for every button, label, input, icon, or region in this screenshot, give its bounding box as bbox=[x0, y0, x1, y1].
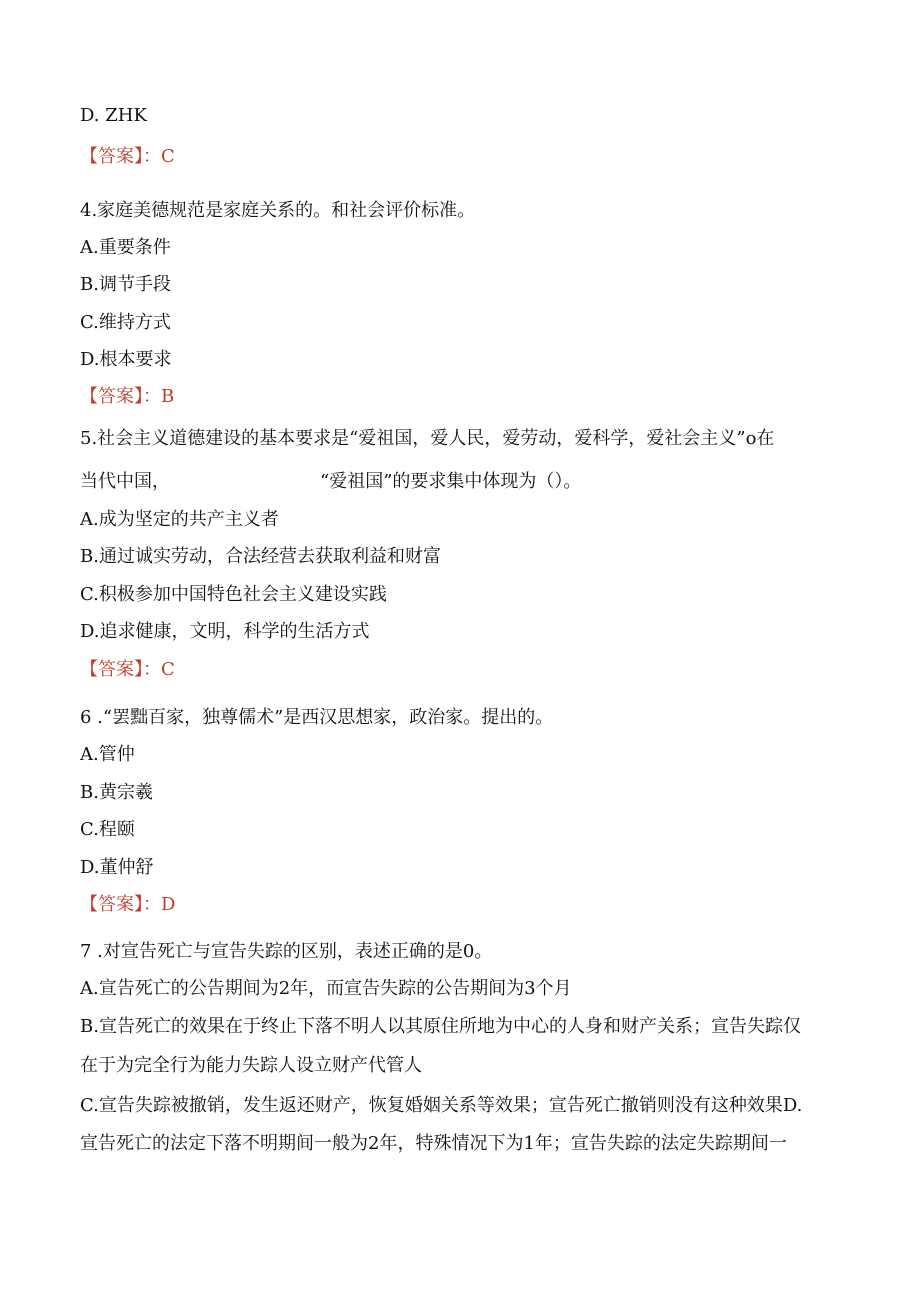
option-b: B.黄宗羲 bbox=[80, 782, 153, 803]
question-5-line-2: 当代中国， “爱祖国”的要求集中体现为（）。 bbox=[80, 471, 582, 492]
option-a: A.重要条件 bbox=[80, 237, 171, 258]
option-d: D.根本要求 bbox=[80, 349, 172, 370]
question-4: 4.家庭美德规范是家庭关系的。和社会评价标准。 bbox=[80, 200, 476, 221]
option-c: C.维持方式 bbox=[80, 312, 171, 333]
answer-line: 【答案】：D bbox=[80, 894, 176, 915]
question-5-line-1: 5.社会主义道德建设的基本要求是“爱祖国，爱人民，爱劳动，爱科学，爱社会主义”o在 bbox=[80, 428, 775, 449]
option-b: B.调节手段 bbox=[80, 274, 171, 295]
answer-line: 【答案】：C bbox=[80, 146, 175, 167]
option-c: C.积极参加中国特色社会主义建设实践 bbox=[80, 584, 387, 605]
option-a: A.成为坚定的共产主义者 bbox=[80, 509, 279, 530]
option-a: A.宣告死亡的公告期间为2年，而宣告失踪的公告期间为3个月 bbox=[80, 978, 572, 999]
question-7: 7 .对宣告死亡与宣告失踪的区别，表述正确的是0。 bbox=[80, 941, 493, 962]
option-b: B.通过诚实劳动，合法经营去获取利益和财富 bbox=[80, 546, 441, 567]
answer-line: 【答案】：B bbox=[80, 386, 175, 407]
option-d-line: 宣告死亡的法定下落不明期间一般为2年，特殊情况下为1年；宣告失踪的法定失踪期间一 bbox=[80, 1133, 787, 1154]
option-c-line: C.宣告失踪被撤销，发生返还财产，恢复婚姻关系等效果；宣告死亡撤销则没有这种效果D. bbox=[80, 1095, 803, 1116]
option-c: C.程颐 bbox=[80, 819, 135, 840]
answer-line: 【答案】：C bbox=[80, 659, 175, 680]
option-d: D.董仲舒 bbox=[80, 857, 154, 878]
option-b-line-1: B.宣告死亡的效果在于终止下落不明人以其原住所地为中心的人身和财产关系；宣告失踪仅 bbox=[80, 1016, 801, 1037]
option-a: A.管仲 bbox=[80, 744, 135, 765]
option-b-line-2: 在于为完全行为能力失踪人设立财产代管人 bbox=[80, 1055, 422, 1076]
option-d: D.追求健康，文明，科学的生活方式 bbox=[80, 621, 370, 642]
question-6: 6 .“罢黜百家，独尊儒术”是西汉思想家，政治家。提出的。 bbox=[80, 707, 554, 728]
option-d: D. ZHK bbox=[80, 105, 147, 126]
